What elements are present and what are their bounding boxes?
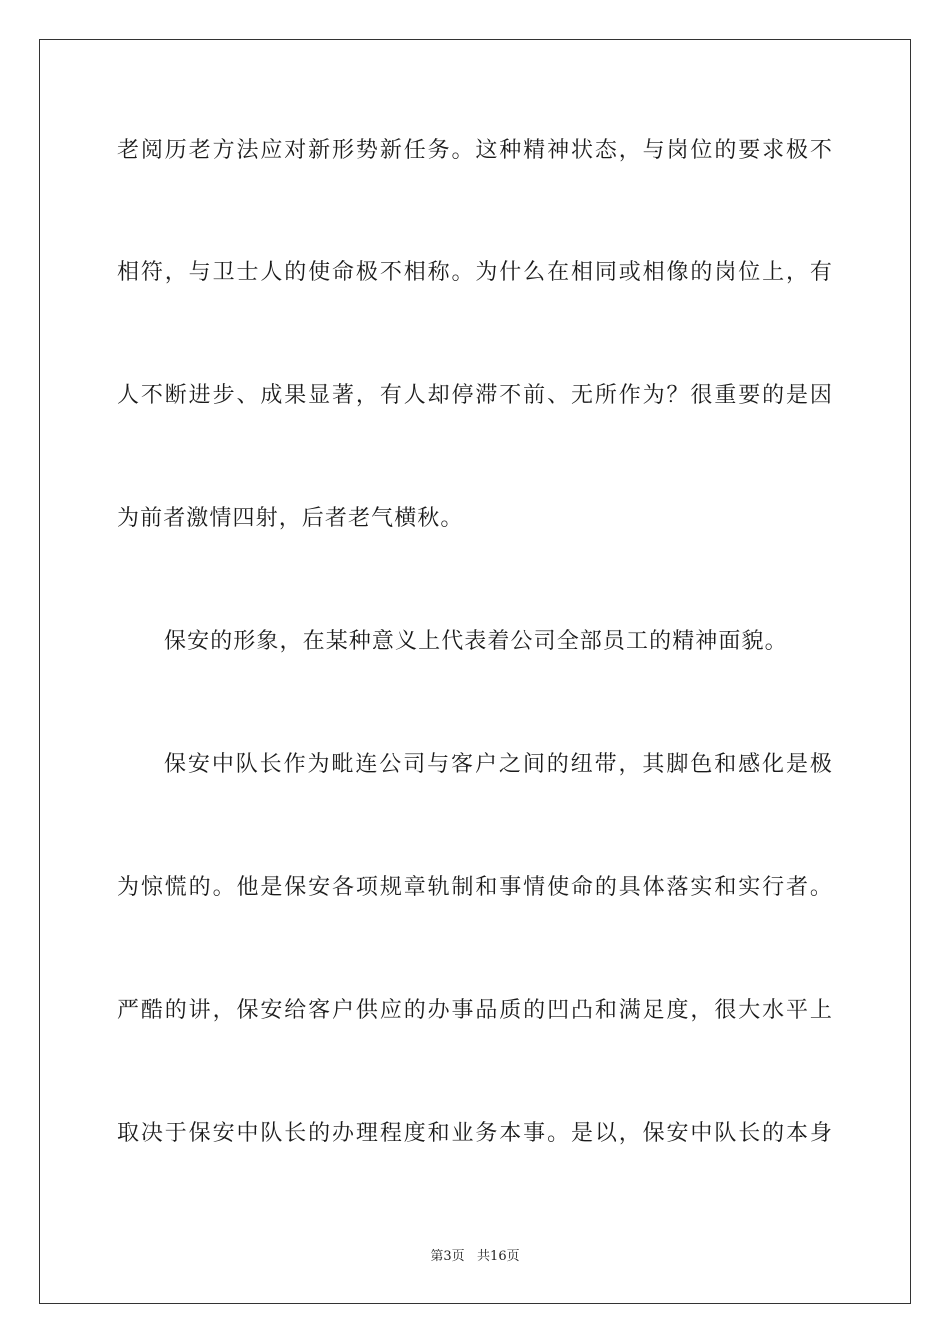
- body-text-line: 取决于保安中队长的办理程度和业务本事。是以，保安中队长的本身: [117, 1121, 833, 1146]
- body-text-line: 严酷的讲，保安给客户供应的办事品质的凹凸和满足度，很大水平上: [117, 998, 833, 1023]
- page-border: [39, 39, 911, 1304]
- body-text-line: 为惊慌的。他是保安各项规章轨制和事情使命的具体落实和实行者。: [117, 875, 833, 900]
- body-text-line: 为前者激情四射，后者老气横秋。: [117, 506, 464, 531]
- body-text-line: 人不断进步、成果显著，有人却停滞不前、无所作为？很重要的是因: [117, 383, 833, 408]
- body-text-line: 老阅历老方法应对新形势新任务。这种精神状态，与岗位的要求极不: [117, 138, 833, 163]
- page-number-footer: 第3页 共16页: [430, 1249, 520, 1264]
- body-text-line: 保安中队长作为毗连公司与客户之间的纽带，其脚色和感化是极: [164, 752, 833, 777]
- body-text-line: 相符，与卫士人的使命极不相称。为什么在相同或相像的岗位上，有: [117, 260, 833, 285]
- body-text-line: 保安的形象，在某种意义上代表着公司全部员工的精神面貌。: [164, 629, 788, 654]
